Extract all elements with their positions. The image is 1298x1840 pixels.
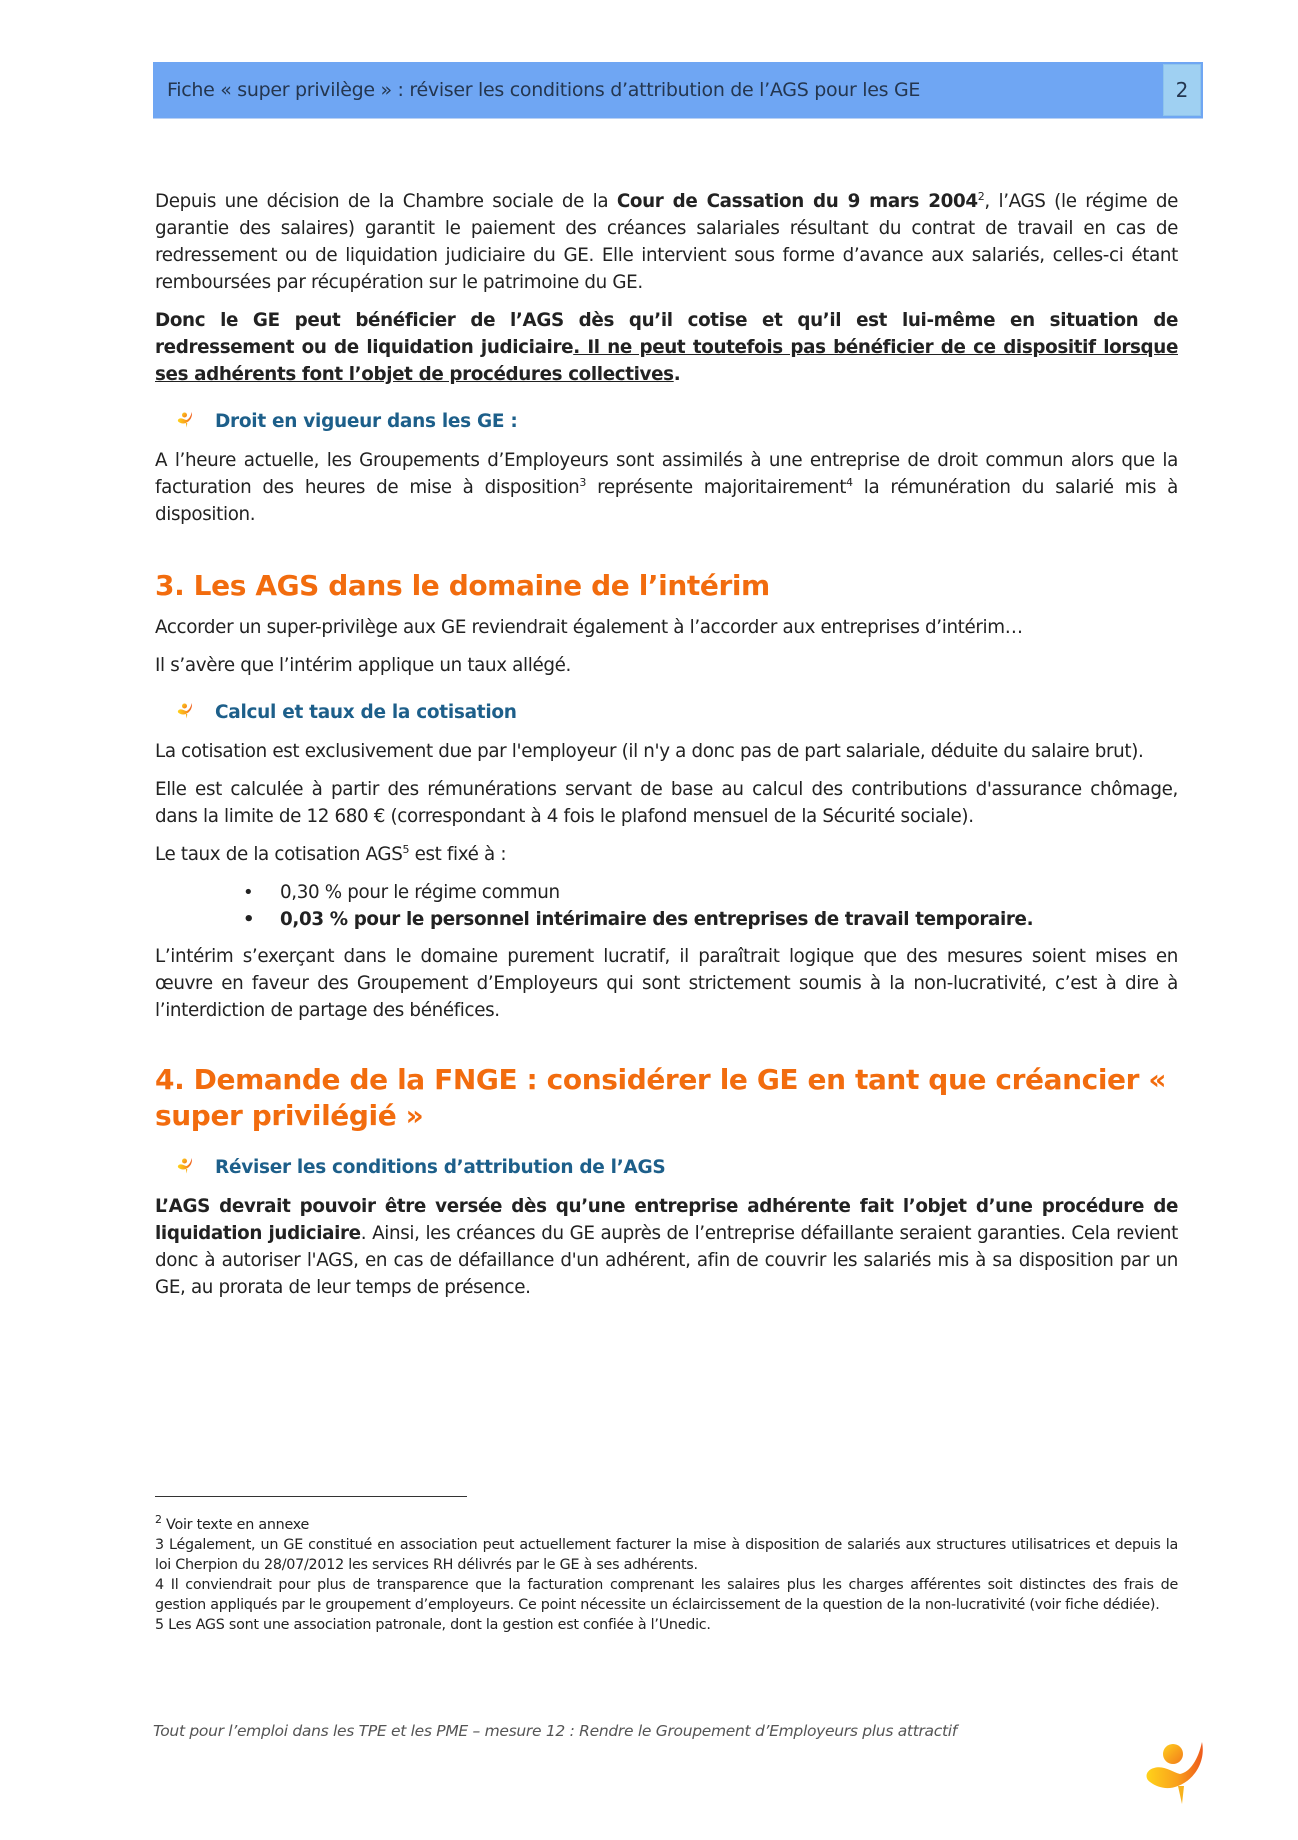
bold-text: L’AGS devrait pouvoir être versée dès qu’une entreprise adhérente fait l’objet d’une procédure de liquidation judiciaire <box>155 1196 1178 1244</box>
text: , l’AGS (le régime de garantie des salaires) garantit le paiement des créances salariales résultant du contrat de travail en cas de redressement ou de liquidation judiciaire du GE. Elle intervient sous forme d’avance aux salariés, celles-ci étant remboursées par récupération sur le patrimoine du GE. <box>155 191 1178 293</box>
bold-text: Cour de Cassation du 9 mars 2004 <box>616 191 978 212</box>
section-3-paragraph-5 <box>155 841 1178 868</box>
text: . Ainsi, les créances du GE auprès de l’entreprise défaillante seraient garanties. Cela revient donc à autoriser l'AGS, en cas de défaillance d'un adhérent, afin de couvrir les salariés mis à sa disposition par un GE, au prorata de leur temps de présence. <box>155 1223 1178 1298</box>
section-3-paragraph-1: Accorder un super-privilège aux GE reviendrait également à l’accorder aux entreprises d’intérim… <box>155 617 1023 638</box>
header-title: Fiche « super privilège » : réviser les conditions d’attribution de l’AGS pour les GE <box>167 79 921 101</box>
person-swoosh-bullet-icon <box>175 1158 195 1178</box>
person-swoosh-logo-icon <box>1142 1742 1208 1822</box>
subheading-text: Réviser les conditions d’attribution de l’AGS <box>215 1157 666 1178</box>
footnote-4: 4 Il conviendrait pour plus de transparence que la facturation comprenant les salaires plus les charges afférentes soit distinctes des frais de gestion appliqués par le groupement d’employeurs. Ce point nécessite un éclaircissement de la question de la non-lucrativité (voir fiche dédiée). <box>155 1577 1178 1613</box>
section-3-paragraph-2: Il s’avère que l’intérim applique un taux allégé. <box>155 655 572 676</box>
section-4-heading: 4. Demande de la FNGE : considérer le GE en tant que créancier « super privilégié » <box>155 1063 1167 1132</box>
bold-text: Donc le GE peut bénéficier de l’AGS dès qu’il cotise et qu’il est lui-même en situation de redressement ou de liquidation judiciaire <box>155 310 1178 358</box>
text: . <box>673 364 681 385</box>
text: Depuis une décision de la Chambre sociale de la <box>155 191 617 212</box>
intro-paragraph-1 <box>155 188 1178 296</box>
footnote-ref-4[interactable]: 4 <box>846 475 853 489</box>
subheading-calcul <box>175 699 1178 726</box>
rate-list <box>155 879 1178 933</box>
page-number: 2 <box>1163 64 1201 116</box>
page-header <box>153 62 1203 119</box>
footnote-separator <box>155 1496 467 1497</box>
text: Le taux de la cotisation AGS <box>155 844 403 865</box>
footnote-marker: 2 <box>155 1513 162 1527</box>
page-footer: Tout pour l’emploi dans les TPE et les PME – mesure 12 : Rendre le Groupement d’Employeurs plus attractif <box>153 1722 957 1740</box>
document-body <box>155 188 1178 1312</box>
intro-paragraph-2 <box>155 307 1178 388</box>
footnote-ref-3[interactable]: 3 <box>579 475 587 489</box>
text: la rémunération du salarié mis à disposition. <box>155 477 1178 525</box>
underlined-text: . Il ne peut toutefois pas bénéficier de ce dispositif lorsque ses adhérents font l’objet de procédures collectives <box>155 337 1178 385</box>
footnote-2 <box>155 1515 1178 1535</box>
person-swoosh-bullet-icon <box>175 412 195 432</box>
section-3-heading: 3. Les AGS dans le domaine de l’intérim <box>155 569 770 602</box>
text: représente majoritairement <box>586 477 847 498</box>
footnote-5: 5 Les AGS sont une association patronale, dont la gestion est confiée à l’Unedic. <box>155 1617 711 1633</box>
droit-paragraph <box>155 447 1178 528</box>
footnotes <box>155 1515 1178 1635</box>
section-3-paragraph-6: L’intérim s’exerçant dans le domaine purement lucratif, il paraîtrait logique que des mesures soient mises en œuvre en faveur des Groupement d’Employeurs qui sont strictement soumis à la non-lucrativité, c’est à dire à l’interdiction de partage des bénéfices. <box>155 946 1178 1021</box>
footnote-ref-5[interactable]: 5 <box>402 842 410 856</box>
section-4-paragraph <box>155 1193 1178 1301</box>
subheading-text: Calcul et taux de la cotisation <box>215 702 517 723</box>
text: est fixé à : <box>409 844 507 865</box>
footnote-text: Voir texte en annexe <box>161 1517 310 1533</box>
subheading-droit <box>175 408 1178 435</box>
subheading-reviser <box>175 1154 1178 1181</box>
text: A l’heure actuelle, les Groupements d’Employeurs sont assimilés à une entreprise de droit commun alors que la facturation des heures de mise à disposition <box>155 450 1178 498</box>
footnote-ref-2[interactable]: 2 <box>977 189 985 203</box>
subheading-text: Droit en vigueur dans les GE : <box>215 411 518 432</box>
section-3-paragraph-3: La cotisation est exclusivement due par l'employeur (il n'y a donc pas de part salariale, déduite du salaire brut). <box>155 741 1144 762</box>
list-item: • 0,30 % pour le régime commun <box>280 879 1178 906</box>
footnote-3: 3 Légalement, un GE constitué en association peut actuellement facturer la mise à disposition de salariés aux structures utilisatrices et depuis la loi Cherpion du 28/07/2012 les services RH délivrés par le GE à ses adhérents. <box>155 1537 1178 1573</box>
list-item: • 0,03 % pour le personnel intérimaire des entreprises de travail temporaire. <box>280 906 1178 933</box>
section-3-paragraph-4: Elle est calculée à partir des rémunérations servant de base au calcul des contributions d'assurance chômage, dans la limite de 12 680 € (correspondant à 4 fois le plafond mensuel de la Sécurité sociale). <box>155 779 1178 827</box>
person-swoosh-bullet-icon <box>175 703 195 723</box>
